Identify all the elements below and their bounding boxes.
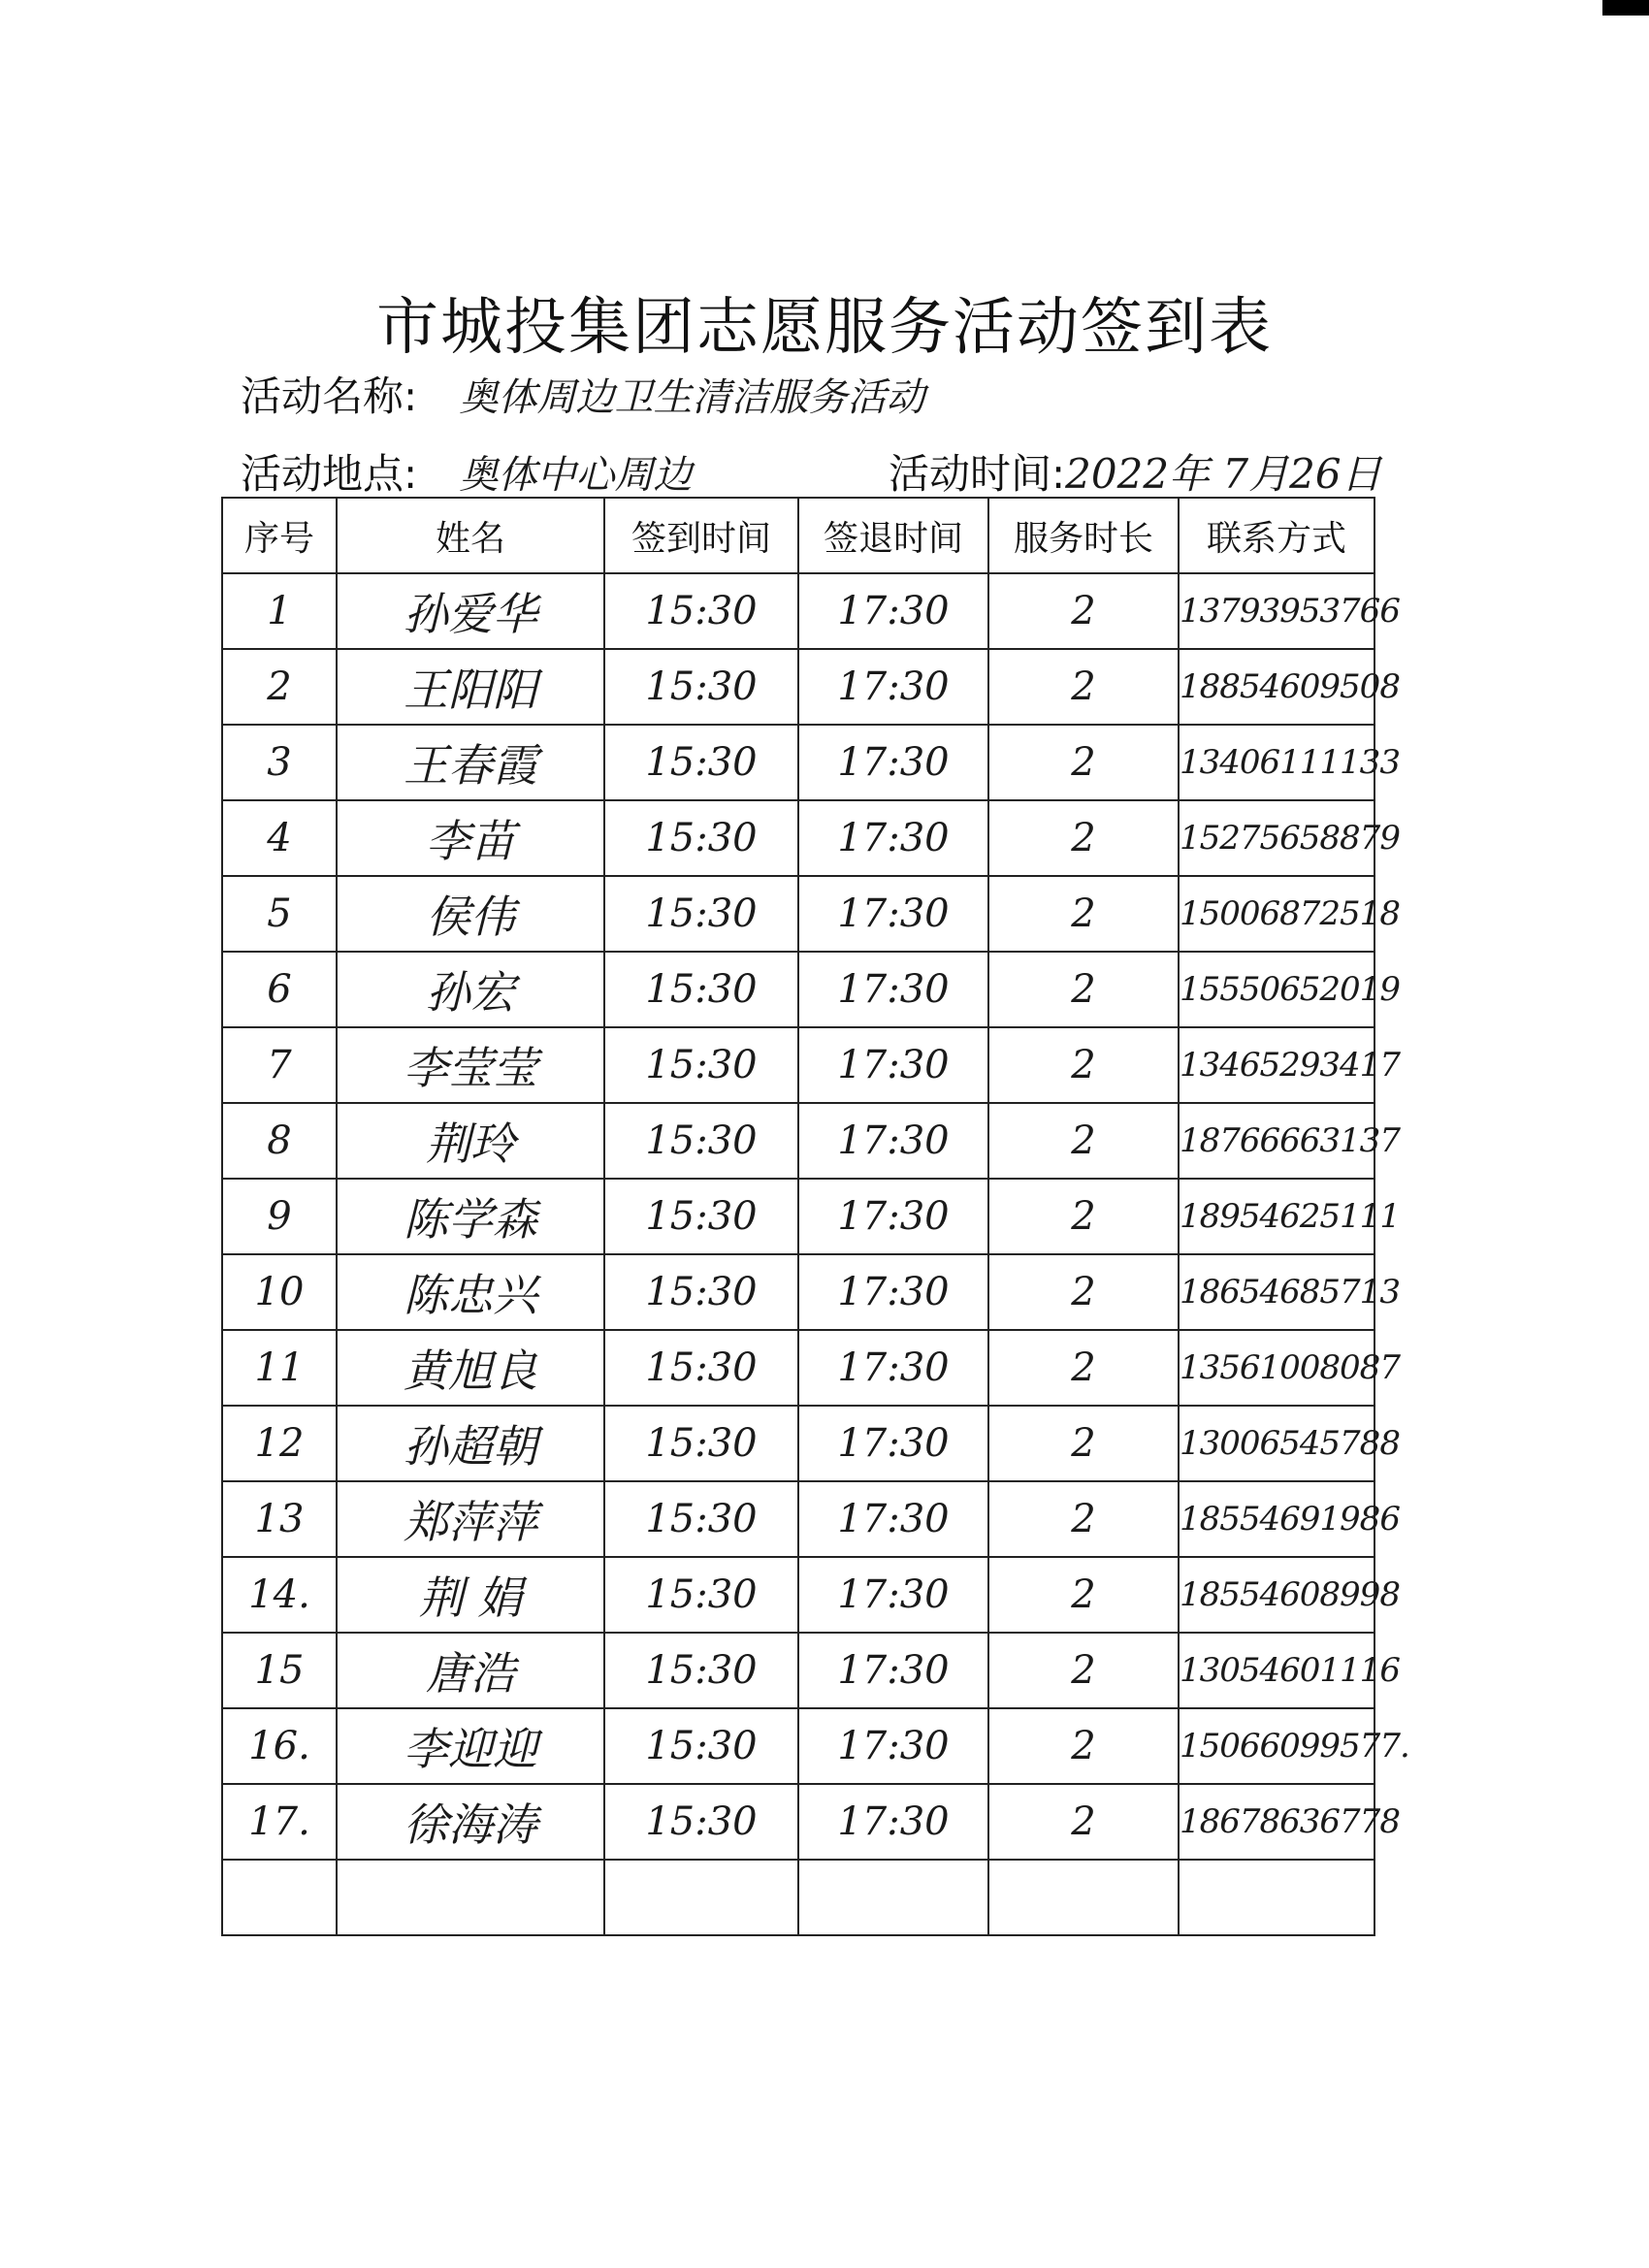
service-hours: 2	[988, 725, 1179, 800]
signout-time: 17:30	[798, 1330, 988, 1406]
service-hours: 2	[988, 1103, 1179, 1179]
signout-time: 17:30	[798, 1179, 988, 1254]
signout-time: 17:30	[798, 1481, 988, 1557]
header-signin-time: 签到时间	[604, 498, 798, 573]
row-number: 6	[222, 952, 337, 1027]
signin-time: 15:30	[604, 952, 798, 1027]
service-hours: 2	[988, 1557, 1179, 1633]
volunteer-name: 孙超朝	[337, 1406, 604, 1481]
signin-time: 15:30	[604, 1557, 798, 1633]
header-name: 姓名	[337, 498, 604, 573]
event-time-value: 2022年 7月26日	[1065, 450, 1382, 498]
contact-phone: 18654685713	[1179, 1254, 1374, 1330]
table-row	[222, 1784, 1374, 1860]
volunteer-name: 孙宏	[337, 952, 604, 1027]
row-number: 13	[222, 1481, 337, 1557]
table-row	[222, 800, 1374, 876]
service-hours: 2	[988, 1406, 1179, 1481]
table-row	[222, 573, 1374, 649]
signout-time: 17:30	[798, 1254, 988, 1330]
volunteer-name: 李迎迎	[337, 1708, 604, 1784]
service-hours: 2	[988, 1179, 1179, 1254]
signout-time: 17:30	[798, 1633, 988, 1708]
signin-time: 15:30	[604, 1633, 798, 1708]
service-hours: 2	[988, 1481, 1179, 1557]
table-row	[222, 1027, 1374, 1103]
signin-time: 15:30	[604, 800, 798, 876]
table-row	[222, 1179, 1374, 1254]
signin-time: 15:30	[604, 1481, 798, 1557]
table-row	[222, 1633, 1374, 1708]
row-number: 15	[222, 1633, 337, 1708]
signin-time: 15:30	[604, 725, 798, 800]
volunteer-name: 荆玲	[337, 1103, 604, 1179]
table-row	[222, 1330, 1374, 1406]
service-hours: 2	[988, 1784, 1179, 1860]
contact-phone: 13561008087	[1179, 1330, 1374, 1406]
signin-time: 15:30	[604, 1254, 798, 1330]
service-hours: 2	[988, 1330, 1179, 1406]
table-row	[222, 1103, 1374, 1179]
volunteer-name: 侯伟	[337, 876, 604, 952]
signin-time: 15:30	[604, 573, 798, 649]
table-header-row	[222, 498, 1374, 573]
service-hours: 2	[988, 1633, 1179, 1708]
table-row	[222, 1254, 1374, 1330]
row-number: 9	[222, 1179, 337, 1254]
signout-time: 17:30	[798, 1406, 988, 1481]
signout-time: 17:30	[798, 876, 988, 952]
row-number: 3	[222, 725, 337, 800]
row-number: 14.	[222, 1557, 337, 1633]
volunteer-name: 黄旭良	[337, 1330, 604, 1406]
signout-time: 17:30	[798, 573, 988, 649]
service-hours: 2	[988, 1027, 1179, 1103]
row-number	[222, 1860, 337, 1935]
signout-time: 17:30	[798, 952, 988, 1027]
contact-phone: 15550652019	[1179, 952, 1374, 1027]
row-number: 5	[222, 876, 337, 952]
scan-corner-mark	[1602, 0, 1649, 16]
row-number: 2	[222, 649, 337, 725]
table-row	[222, 1860, 1374, 1935]
contact-phone: 18854609508	[1179, 649, 1374, 725]
contact-phone: 15275658879	[1179, 800, 1374, 876]
contact-phone: 13793953766	[1179, 573, 1374, 649]
signout-time	[798, 1860, 988, 1935]
signin-table	[221, 497, 1409, 1936]
table-row	[222, 876, 1374, 952]
header-service-hours: 服务时长	[988, 498, 1179, 573]
signin-time: 15:30	[604, 649, 798, 725]
row-number: 4	[222, 800, 337, 876]
service-hours: 2	[988, 573, 1179, 649]
volunteer-name: 孙爱华	[337, 573, 604, 649]
header-no: 序号	[222, 498, 337, 573]
contact-phone: 18554691986	[1179, 1481, 1374, 1557]
signout-time: 17:30	[798, 1708, 988, 1784]
contact-phone: 15006872518	[1179, 876, 1374, 952]
event-time-row	[889, 442, 1382, 501]
contact-phone: 15066099577.	[1179, 1708, 1374, 1784]
contact-phone: 13006545788	[1179, 1406, 1374, 1481]
page-title: 市城投集团志愿服务活动签到表	[376, 292, 1273, 364]
event-name-row	[241, 365, 925, 423]
contact-phone: 13465293417	[1179, 1027, 1374, 1103]
signin-time: 15:30	[604, 1103, 798, 1179]
contact-phone: 18766663137	[1179, 1103, 1374, 1179]
contact-phone: 18678636778	[1179, 1784, 1374, 1860]
signin-time: 15:30	[604, 1708, 798, 1784]
signin-time: 15:30	[604, 876, 798, 952]
service-hours: 2	[988, 952, 1179, 1027]
signin-time: 15:30	[604, 1330, 798, 1406]
contact-phone: 18554608998	[1179, 1557, 1374, 1633]
volunteer-name: 唐浩	[337, 1633, 604, 1708]
service-hours: 2	[988, 649, 1179, 725]
event-place-label: 活动地点:	[241, 450, 418, 498]
table-row	[222, 1557, 1374, 1633]
contact-phone	[1179, 1860, 1374, 1935]
header-signout-time: 签退时间	[798, 498, 988, 573]
row-number: 1	[222, 573, 337, 649]
signout-time: 17:30	[798, 725, 988, 800]
volunteer-name: 李莹莹	[337, 1027, 604, 1103]
signout-time: 17:30	[798, 1103, 988, 1179]
volunteer-name: 荆 娟	[337, 1557, 604, 1633]
table-row	[222, 952, 1374, 1027]
contact-phone: 18954625111	[1179, 1179, 1374, 1254]
signout-time: 17:30	[798, 800, 988, 876]
row-number: 7	[222, 1027, 337, 1103]
volunteer-name: 陈忠兴	[337, 1254, 604, 1330]
service-hours: 2	[988, 1254, 1179, 1330]
row-number: 16.	[222, 1708, 337, 1784]
event-place-row	[241, 442, 693, 501]
service-hours: 2	[988, 876, 1179, 952]
signout-time: 17:30	[798, 1027, 988, 1103]
service-hours: 2	[988, 800, 1179, 876]
contact-phone: 13406111133	[1179, 725, 1374, 800]
volunteer-name	[337, 1860, 604, 1935]
signout-time: 17:30	[798, 1784, 988, 1860]
service-hours	[988, 1860, 1179, 1935]
volunteer-name: 王阳阳	[337, 649, 604, 725]
volunteer-name: 徐海涛	[337, 1784, 604, 1860]
event-place-value: 奥体中心周边	[459, 453, 693, 498]
volunteer-name: 陈学森	[337, 1179, 604, 1254]
signin-time: 15:30	[604, 1406, 798, 1481]
table-row	[222, 1708, 1374, 1784]
row-number: 17.	[222, 1784, 337, 1860]
row-number: 10	[222, 1254, 337, 1330]
signin-time: 15:30	[604, 1027, 798, 1103]
row-number: 11	[222, 1330, 337, 1406]
volunteer-name: 郑萍萍	[337, 1481, 604, 1557]
header-contact: 联系方式	[1179, 498, 1374, 573]
event-time-label: 活动时间:	[889, 450, 1066, 498]
signin-time: 15:30	[604, 1179, 798, 1254]
table-row	[222, 1481, 1374, 1557]
volunteer-name: 李苗	[337, 800, 604, 876]
event-name-label: 活动名称:	[241, 373, 418, 420]
signin-time: 15:30	[604, 1784, 798, 1860]
row-number: 12	[222, 1406, 337, 1481]
service-hours: 2	[988, 1708, 1179, 1784]
table-row	[222, 1406, 1374, 1481]
signout-time: 17:30	[798, 1557, 988, 1633]
volunteer-name: 王春霞	[337, 725, 604, 800]
row-number: 8	[222, 1103, 337, 1179]
table-row	[222, 725, 1374, 800]
event-name-value: 奥体周边卫生清洁服务活动	[459, 375, 925, 420]
signout-time: 17:30	[798, 649, 988, 725]
contact-phone: 13054601116	[1179, 1633, 1374, 1708]
signin-time	[604, 1860, 798, 1935]
table-row	[222, 649, 1374, 725]
